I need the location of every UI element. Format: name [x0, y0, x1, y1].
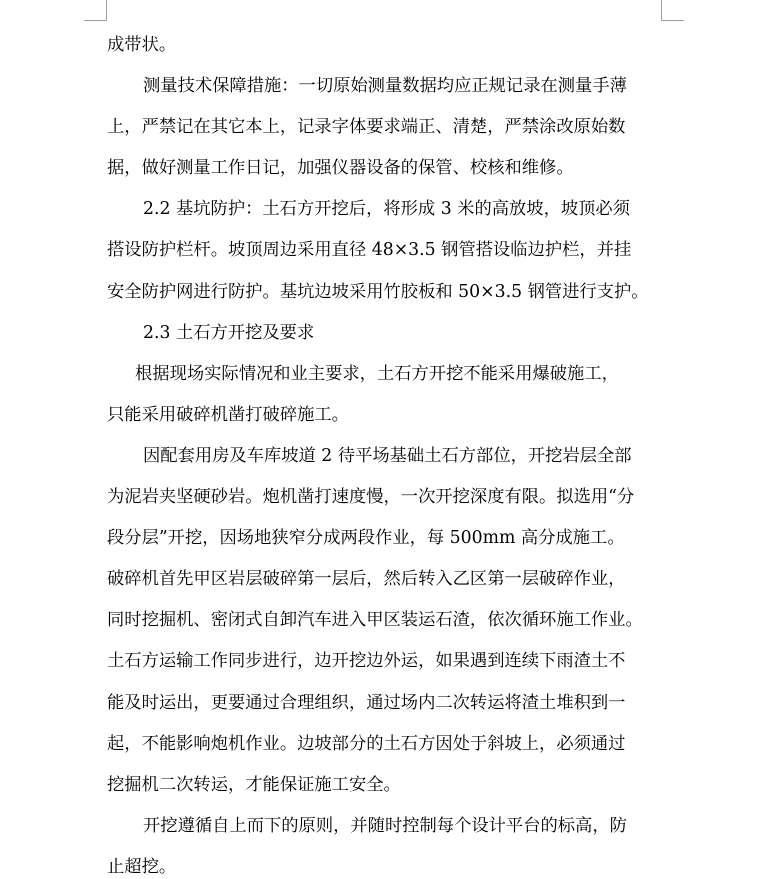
text-line-12: 为泥岩夹坚硬砂岩。炮机凿打速度慢，一次开挖深度有限。拟选用“分 [107, 487, 635, 508]
text-line-15: 同时挖掘机、密闭式自卸汽车进入甲区装运石渣，依次循环施工作业。 [107, 610, 643, 631]
section-heading: 2.3 土石方开挖及要求 [143, 322, 315, 343]
text-line-18: 起，不能影响炮机作业。边坡部分的土石方因处于斜坡上，必须通过 [107, 733, 626, 754]
text-line-17: 能及时运出，更要通过合理组织，通过场内二次转运将渣土堆积到一 [107, 692, 626, 713]
text-line-1: 成带状。 [107, 35, 177, 55]
text-line-2: 测量技术保障措施：一切原始测量数据均应正规记录在测量手薄 [143, 76, 627, 97]
text-line-7: 安全防护网进行防护。基坑边坡采用竹胶板和 50×3.5 钢管进行支护。 [107, 281, 649, 302]
text-line-9: 根据现场实际情况和业主要求，土石方开挖不能采用爆破施工， [135, 363, 619, 384]
text-line-20: 开挖遵循自上而下的原则，并随时控制每个设计平台的标高，防 [143, 815, 627, 836]
text-line-13: 段分层”开挖，因场地狭窄分成两段作业，每 500mm 高分成施工。 [107, 528, 625, 549]
text-line-5: 2.2 基坑防护：土石方开挖后，将形成 3 米的高放坡，坡顶必须 [143, 199, 630, 220]
text-line-14: 破碎机首先甲区岩层破碎第一层后，然后转入乙区第一层破碎作业， [107, 569, 626, 590]
text-line-11: 因配套用房及车库坡道 2 待平场基础土石方部位，开挖岩层全部 [143, 445, 632, 466]
document-body [107, 25, 663, 879]
page-corner-top-right [661, 0, 684, 21]
text-line-21: 止超挖。 [107, 856, 177, 877]
page-corner-top-left [84, 0, 107, 21]
text-line-4: 据，做好测量工作日记，加强仪器设备的保管、校核和维修。 [107, 158, 574, 179]
text-line-10: 只能采用破碎机凿打破碎施工。 [107, 404, 349, 425]
text-line-16: 土石方运输工作同步进行，边开挖边外运，如果遇到连续下雨渣土不 [107, 651, 626, 672]
text-line-6: 搭设防护栏杆。坡顶周边采用直径 48×3.5 钢管搭设临边护栏，并挂 [107, 240, 632, 261]
text-line-3: 上，严禁记在其它本上，记录字体要求端正、清楚，严禁涂改原始数 [107, 117, 626, 138]
text-line-19: 挖掘机二次转运，才能保证施工安全。 [107, 774, 401, 795]
